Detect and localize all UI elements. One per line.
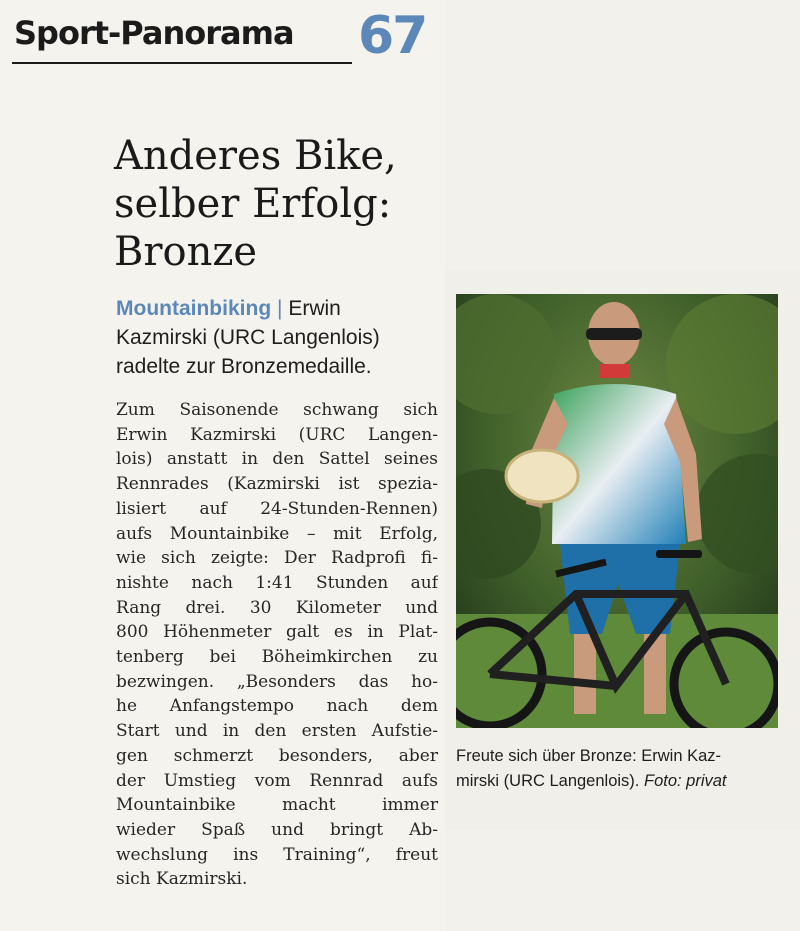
body-line: Mountainbike macht immer [116, 795, 438, 816]
kicker-separator: | [277, 297, 283, 320]
body-line: aufs Mountainbike – mit Erfolg, [116, 523, 438, 544]
headline [114, 132, 444, 276]
body-line: bezwingen. „Besonders das ho- [116, 671, 438, 692]
body-line: he Anfangstempo nach dem [116, 696, 438, 717]
page-number: 67 [358, 6, 427, 66]
body-line: nishte nach 1:41 Stunden auf [116, 572, 438, 593]
body-line: lisiert auf 24-Stunden-Rennen) [116, 498, 438, 519]
caption-line [456, 769, 786, 794]
body-line: Rang drei. 30 Kilometer und [116, 597, 438, 618]
body-line: wieder Spaß und bringt Ab- [116, 819, 438, 840]
teaser-line [116, 294, 446, 323]
body-line: Rennrades (Kazmirski ist spezia- [116, 474, 438, 495]
cyclist-photo [456, 294, 778, 728]
teaser-line: Kazmirski (URC Langenlois) [116, 326, 380, 349]
teaser-text: Erwin [288, 297, 341, 320]
cyclist-photo-illustration [456, 294, 778, 728]
section-title: Sport-Panorama [14, 14, 294, 52]
headline-line: Anderes Bike, [114, 133, 397, 179]
body-line: gen schmerzt besonders, aber [116, 745, 438, 766]
teaser [116, 294, 446, 381]
body-line: sich Kazmirski. [116, 869, 248, 890]
caption-text: mirski (URC Langenlois). [456, 772, 640, 790]
teaser-line: radelte zur Bronzemedaille. [116, 355, 372, 378]
caption-line: Freute sich über Bronze: Erwin Kaz- [456, 747, 722, 765]
body-line: wie sich zeigte: Der Radprofi fi- [116, 548, 438, 569]
headline-line: selber Erfolg: [114, 181, 392, 227]
body-line: Erwin Kazmirski (URC Langen- [116, 424, 438, 445]
body-line: wechslung ins Training“, freut [116, 844, 438, 865]
body-line: der Umstieg vom Rennrad aufs [116, 770, 438, 791]
article-body [116, 398, 438, 892]
kicker: Mountainbiking [116, 297, 272, 320]
photo-credit: Foto: privat [643, 772, 727, 790]
body-line: Start und in den ersten Aufstie- [116, 721, 438, 742]
photo-caption [456, 744, 786, 794]
headline-line: Bronze [114, 229, 258, 275]
body-line: Zum Saisonende schwang sich [116, 400, 438, 420]
section-underline [12, 62, 352, 64]
body-line: lois) anstatt in den Sattel seines [116, 449, 438, 470]
body-line: 800 Höhenmeter galt es in Plat- [116, 622, 438, 643]
body-line: tenberg bei Böheimkirchen zu [116, 647, 438, 668]
